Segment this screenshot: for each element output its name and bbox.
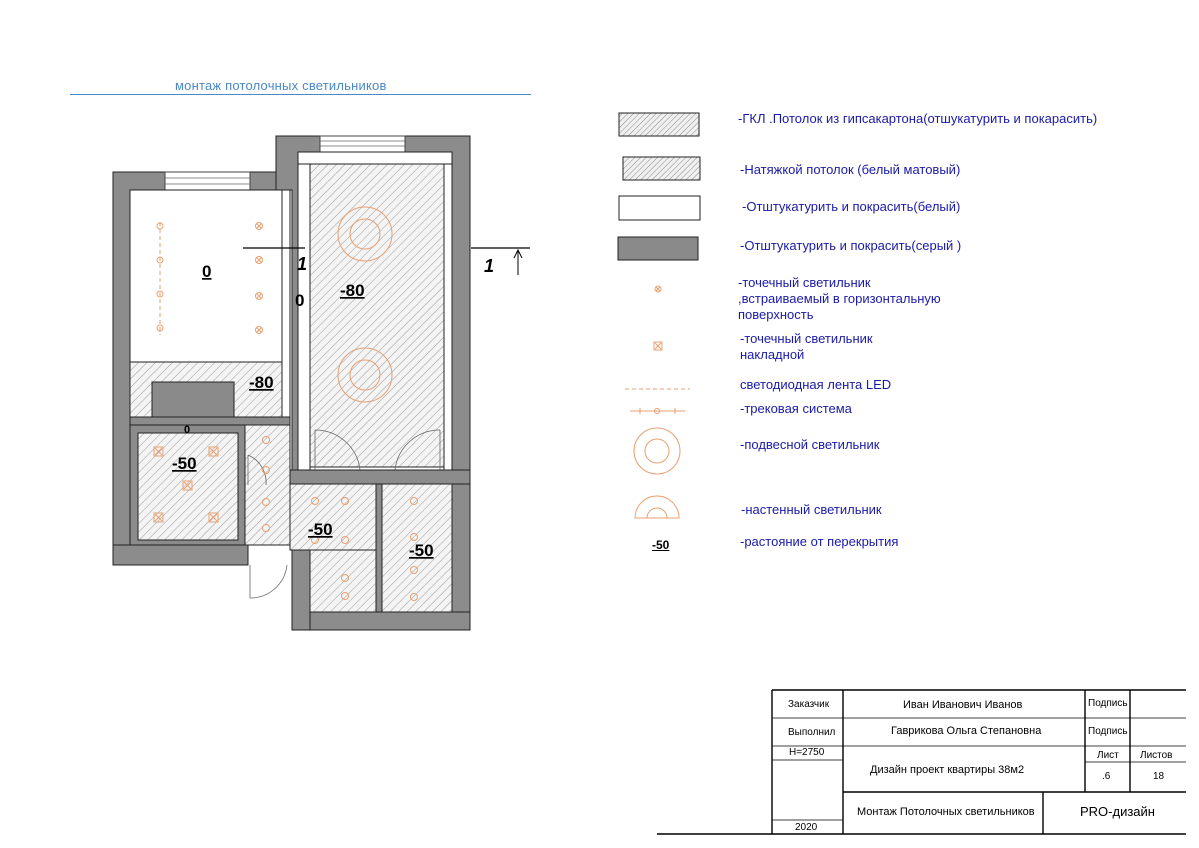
- section-number: 1: [297, 254, 308, 274]
- legend-swatch-gkl: [619, 113, 699, 136]
- tb-year: 2020: [795, 822, 818, 833]
- spot-surface-icon: [654, 342, 662, 350]
- level-label: -50: [172, 454, 197, 473]
- section-marker-right: [471, 248, 530, 275]
- level-label: 0: [295, 291, 305, 310]
- wall-light-icon: [635, 496, 679, 518]
- ceiling-hall: [290, 484, 376, 550]
- legend-text-gkl: -ГКЛ .Потолок из гипсакартона(отшукатурить и покарасить): [738, 111, 1098, 126]
- section-number: 1: [484, 256, 495, 276]
- level-label: -50: [409, 541, 434, 560]
- window-left-room: [165, 172, 250, 190]
- legend-text-stretch: -Натяжкой потолок (белый матовый): [740, 162, 961, 177]
- legend-text-track: -трековая система: [740, 401, 852, 416]
- pendant-light-icon: [634, 428, 680, 474]
- tb-performer-name: Гаврикова Ольга Степановна: [891, 725, 1042, 737]
- tb-sign-label-2: Подпись: [1088, 726, 1128, 737]
- level-label: -50: [308, 520, 333, 539]
- tb-sheets-label: Листов: [1140, 750, 1173, 761]
- tb-project: Дизайн проект квартиры 38м2: [870, 764, 1025, 776]
- window-right-room: [320, 136, 405, 152]
- level-label: -80: [340, 281, 365, 300]
- legend-swatch-stretch: [623, 157, 700, 180]
- legend-text-spot-surface: -точечный светильник накладной: [740, 331, 873, 362]
- plan-title: монтаж потолочных светильников: [175, 78, 387, 93]
- tb-customer-label: Заказчик: [788, 699, 830, 710]
- legend-text-pendant: -подвесной светильник: [740, 437, 880, 452]
- tb-customer-name: Иван Иванович Иванов: [903, 699, 1023, 711]
- legend-sample-height: -50: [652, 538, 670, 552]
- legend-text-wall: -настенный светильник: [741, 502, 882, 517]
- legend-swatch-grey: [618, 237, 698, 260]
- legend-text-led: светодиодная лента LED: [740, 377, 892, 392]
- track-system-icon: [630, 408, 685, 414]
- legend-swatch-white: [619, 196, 700, 220]
- legend-text-grey: -Отштукатурить и покрасить(серый ): [740, 238, 962, 253]
- tb-sheets: 18: [1153, 771, 1165, 782]
- legend-text-white: -Отштукатурить и покрасить(белый): [742, 199, 961, 214]
- tb-height: Н=2750: [789, 747, 825, 758]
- tb-sheet: .6: [1102, 771, 1111, 782]
- legend-text-height: -растояние от перекрытия: [740, 534, 899, 549]
- tb-company: PRO-дизайн: [1080, 804, 1155, 819]
- tb-sign-label-1: Подпись: [1088, 698, 1128, 709]
- level-label: 0: [184, 424, 191, 436]
- legend-text-spot-embedded: -точечный светильник ,встраиваемый в горизонтальную поверхность: [738, 275, 941, 322]
- spot-embedded-icon: [655, 286, 661, 292]
- level-label: -80: [249, 373, 274, 392]
- grey-box: [152, 382, 234, 417]
- tb-performer-label: Выполнил: [788, 727, 836, 738]
- tb-drawing-title: Монтаж Потолочных светильников: [857, 806, 1035, 818]
- level-label: 0: [202, 262, 212, 281]
- tb-sheet-label: Лист: [1097, 750, 1119, 761]
